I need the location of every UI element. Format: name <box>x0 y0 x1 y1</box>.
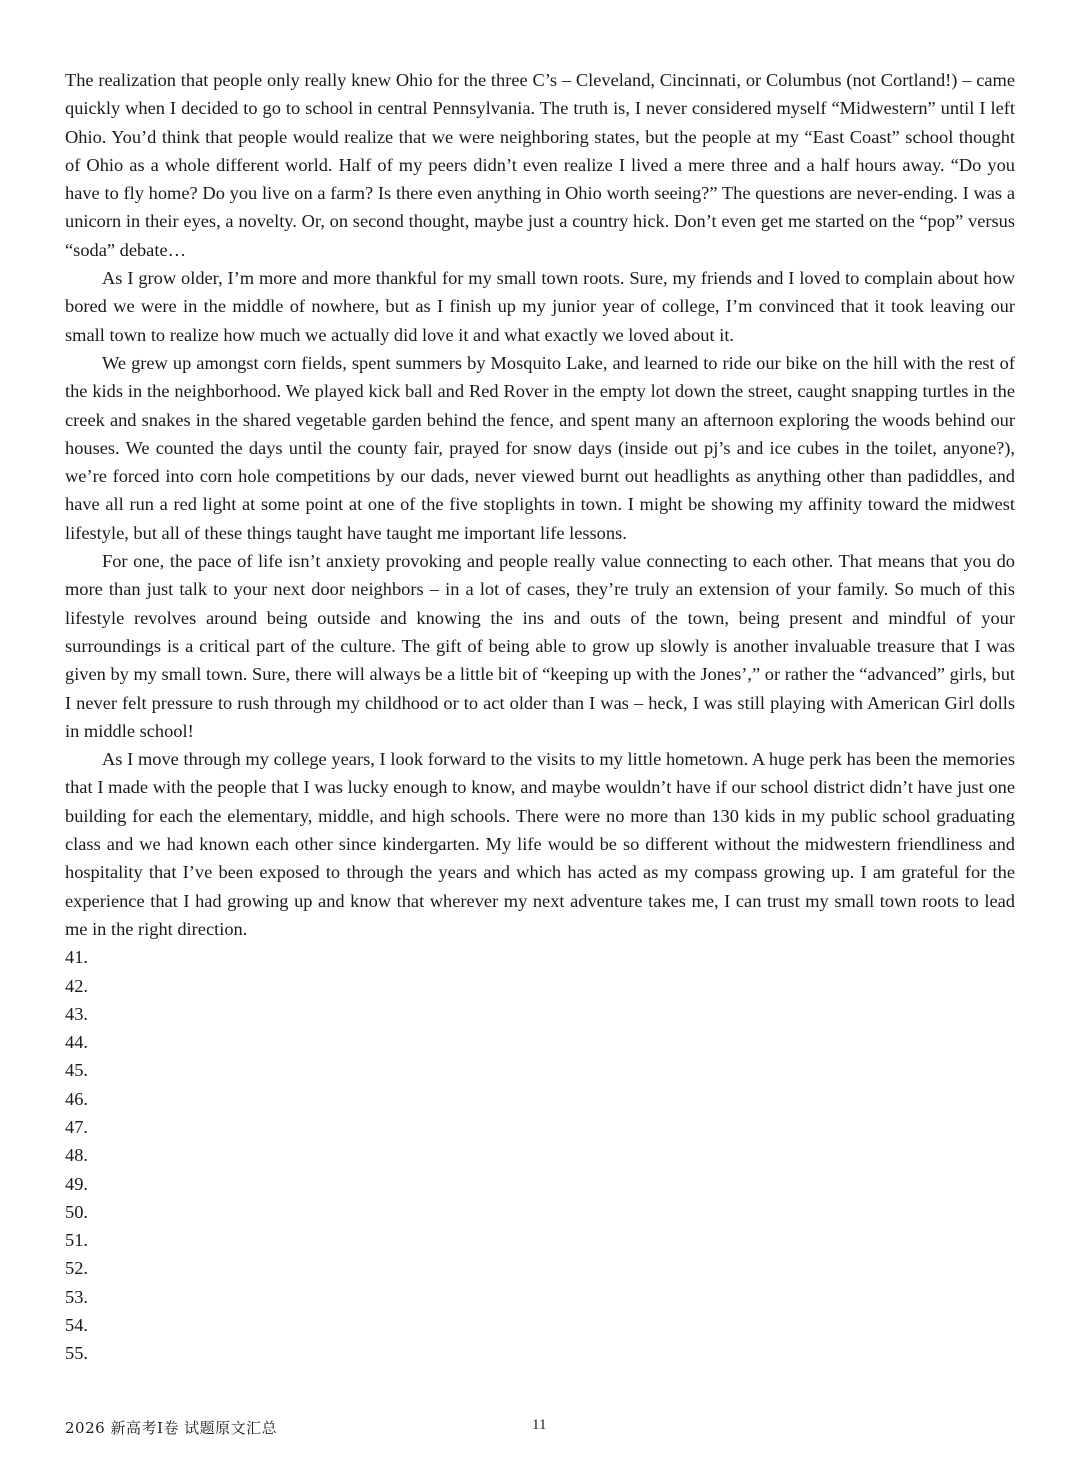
answer-number-41: 41. <box>65 947 88 968</box>
answer-number-49: 49. <box>65 1173 88 1194</box>
answer-number-50: 50. <box>65 1201 88 1222</box>
answer-number-45: 45. <box>65 1060 88 1081</box>
answer-number-46: 46. <box>65 1088 88 1109</box>
paragraph-3: We grew up amongst corn fields, spent summers by Mosquito Lake, and learned to ride our bike on the hill with the rest of the kids in the neighborhood. We played kick ball and Red Rover in the empty lot down the street, caught snapping turtles in the creek and snakes in the shared vegetable garden behind the fence, and spent many an afternoon exploring the woods behind our houses. We counted the days until the county fair, prayed for snow days (inside out pj’s and ice cubes in the toilet, anyone?), we’re forced into corn hole competitions by our dads, never viewed burnt out headlights as anything other than padiddles, and have all run a red light at some point at one of the five stoplights in town. I might be showing my affinity toward the midwest lifestyle, but all of these things taught have taught me important life lessons. <box>65 352 1015 543</box>
answer-number-55: 55. <box>65 1343 88 1364</box>
answer-number-54: 54. <box>65 1315 88 1336</box>
paragraph-2: As I grow older, I’m more and more thankful for my small town roots. Sure, my friends and I loved to complain about how bored we were in the middle of nowhere, but as I finish up my junior year of college, I’m convinced that it took leaving our small town to realize how much we actually did love it and what exactly we loved about it. <box>65 268 1015 345</box>
answer-number-43: 43. <box>65 1003 88 1024</box>
answer-number-47: 47. <box>65 1116 88 1137</box>
footer-source-label: 2026 新高考I卷 试题原文汇总 <box>65 1419 278 1437</box>
paragraph-1: The realization that people only really knew Ohio for the three C’s – Cleveland, Cincinnati, or Columbus (not Cortland!) – came quickly when I decided to go to school in central Pennsylvania. The truth is, I never considered myself “Midwestern” until I left Ohio. You’d think that people would realize that we were neighboring states, but the people at my “East Coast” school thought of Ohio as a whole different world. Half of my peers didn’t even realize I lived a mere three and a half hours away. “Do you have to fly home? Do you live on a farm? Is there even anything in Ohio worth seeing?” The questions are never-ending. I was a unicorn in their eyes, a novelty. Or, on second thought, maybe just a country hick. Don’t even get me started on the “pop” versus “soda” debate… <box>65 70 1015 260</box>
answer-number-42: 42. <box>65 975 88 996</box>
answer-number-list <box>65 943 1015 1367</box>
document-page <box>65 66 1015 1368</box>
answer-number-53: 53. <box>65 1286 88 1307</box>
paragraph-4: For one, the pace of life isn’t anxiety provoking and people really value connecting to each other. That means that you do more than just talk to your next door neighbors – in a lot of cases, they’re truly an extension of your family. So much of this lifestyle revolves around being outside and knowing the ins and outs of the town, being present and mindful of your surroundings is a critical part of the culture. The gift of being able to grow up slowly is another invaluable treasure that I was given by my small town. Sure, there will always be a little bit of “keeping up with the Jones’,” or rather the “advanced” girls, but I never felt pressure to rush through my childhood or to act older than I was – heck, I was still playing with American Girl dolls in middle school! <box>65 551 1015 741</box>
answer-number-52: 52. <box>65 1258 88 1279</box>
page-footer <box>65 1417 1015 1439</box>
page-number: 11 <box>532 1417 547 1433</box>
answer-number-51: 51. <box>65 1230 88 1251</box>
answer-number-44: 44. <box>65 1032 88 1053</box>
answer-number-48: 48. <box>65 1145 88 1166</box>
paragraph-5: As I move through my college years, I look forward to the visits to my little hometown. A huge perk has been the memories that I made with the people that I was lucky enough to know, and maybe wouldn’t have if our school district didn’t have just one building for each the elementary, middle, and high schools. There were no more than 130 kids in my public school graduating class and we had known each other since kindergarten. My life would be so different without the midwestern friendliness and hospitality that I’ve been exposed to through the years and which has acted as my compass growing up. I am grateful for the experience that I had growing up and know that wherever my next adventure takes me, I can trust my small town roots to lead me in the right direction. <box>65 749 1015 939</box>
